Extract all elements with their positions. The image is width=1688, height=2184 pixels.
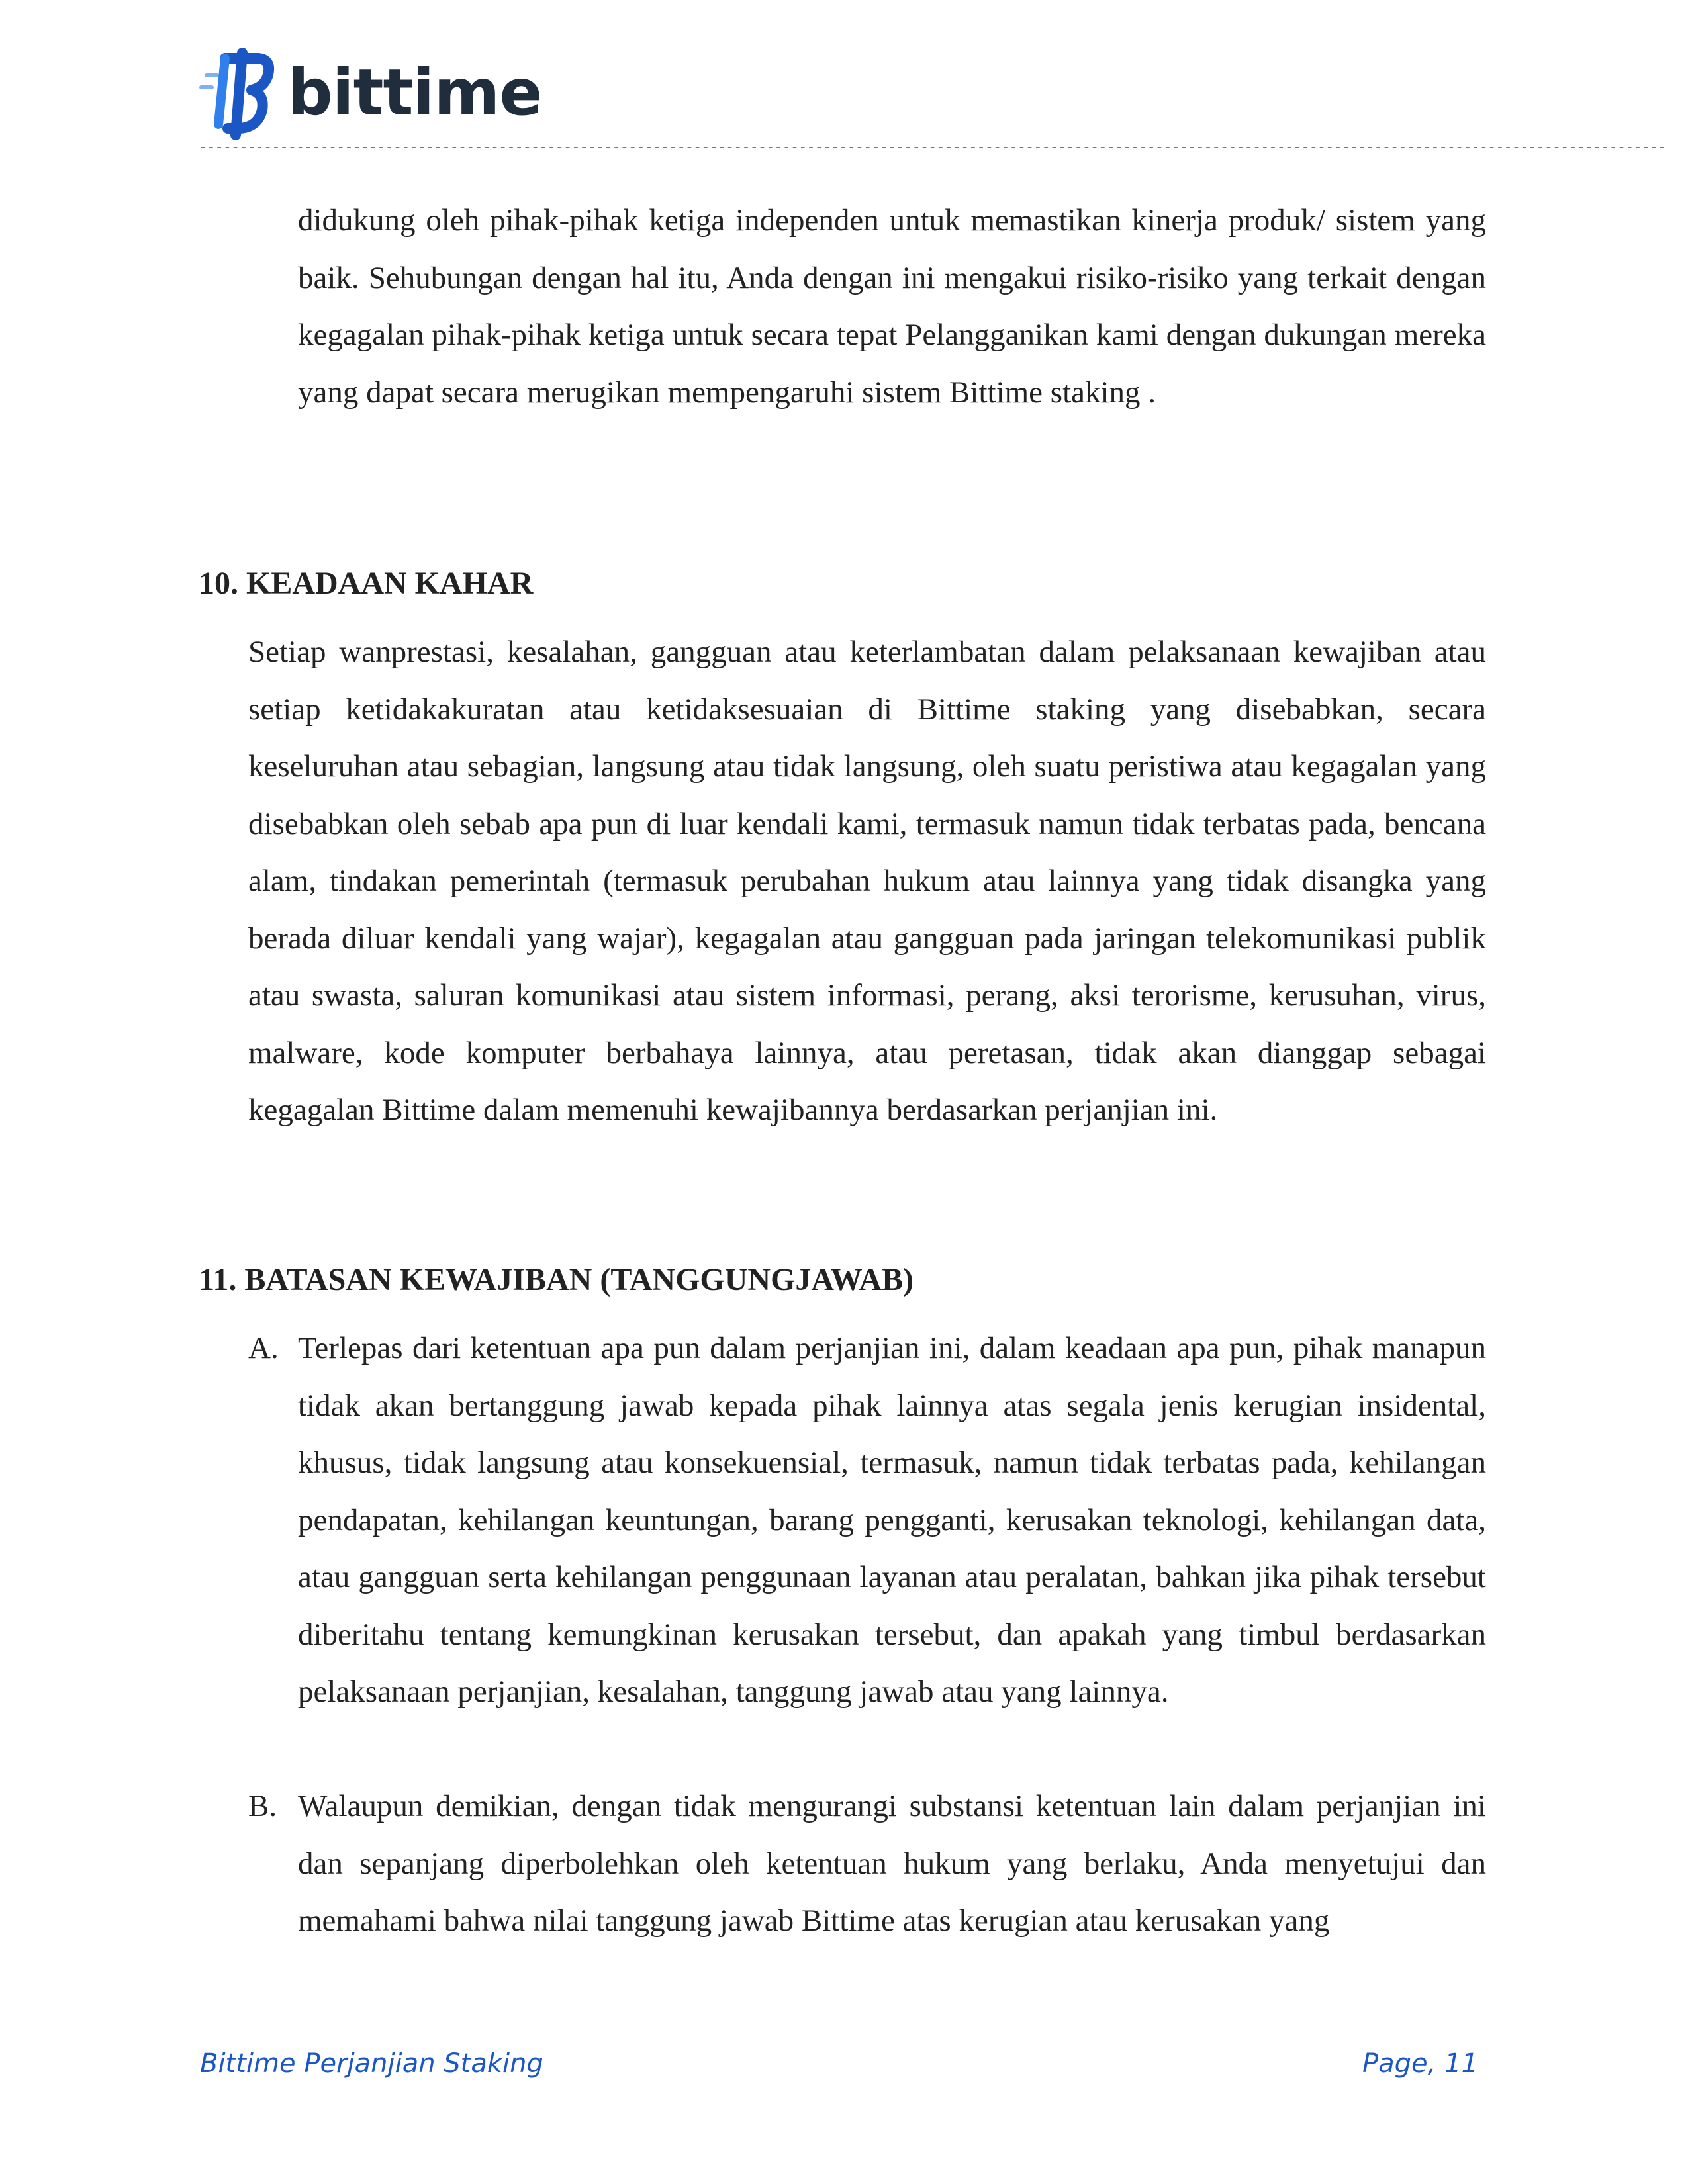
bittime-logo <box>199 46 541 139</box>
bittime-logo-icon <box>199 46 278 139</box>
section-10-heading: 10. KEADAAN KAHAR <box>199 566 534 601</box>
footer-title: Bittime Perjanjian Staking <box>200 2048 543 2079</box>
list-item-a-text: Terlepas dari ketentuan apa pun dalam perjanjian ini, dalam keadaan apa pun, pihak manapun tidak akan bertanggung jawab kepada pihak lainnya atas segala jenis kerugian insidental, khusus, tidak langsung atau konsekuensial, termasuk, namun tidak terbatas pada, kehilangan pendapatan, kehilangan keuntungan, barang pengganti, kerusakan teknologi, kehilangan data, atau gangguan serta kehilangan penggunaan layanan atau peralatan, bahkan jika pihak tersebut diberitahu tentang kemungkinan kerusakan tersebut, dan apakah yang timbul berdasarkan pelaksanaan perjanjian, kesalahan, tanggung jawab atau yang lainnya. <box>298 1331 1486 1709</box>
logo-wordmark: bittime <box>287 56 542 130</box>
footer-page-number: Page, 11 <box>1362 2048 1478 2079</box>
section-11-heading: 11. BATASAN KEWAJIBAN (TANGGUNGJAWAB) <box>199 1262 914 1297</box>
header-divider: ------------------------------------------------------------------------------------------------------------------------------------------------------------------------------------- <box>199 139 1666 156</box>
list-item-b-text: Walaupun demikian, dengan tidak mengurangi substansi ketentuan lain dalam perjanjian ini dan sepanjang diperbolehkan oleh ketentuan hukum yang berlaku, Anda menyetujui dan memahami bahwa nilai tanggung jawab Bittime atas kerugian atau kerusakan yang <box>298 1789 1486 1938</box>
section-10-body: Setiap wanprestasi, kesalahan, gangguan atau keterlambatan dalam pelaksanaan kewajiban atau setiap ketidakakuratan atau ketidaksesuaian di Bittime staking yang disebabkan, secara keseluruhan atau sebagian, langsung atau tidak langsung, oleh suatu peristiwa atau kegagalan yang disebabkan oleh sebab apa pun di luar kendali kami, termasuk namun tidak terbatas pada, bencana alam, tindakan pemerintah (termasuk perubahan hukum atau lainnya yang tidak disangka yang berada diluar kendali yang wajar), kegagalan atau gangguan pada jaringan telekomunikasi publik atau swasta, saluran komunikasi atau sistem informasi, perang, aksi terorisme, kerusuhan, virus, malware, kode komputer berbahaya lainnya, atau peretasan, tidak akan dianggap sebagai kegagalan Bittime dalam memenuhi kewajibannya berdasarkan perjanjian ini. <box>248 635 1486 1127</box>
list-item-letter-b: B. <box>248 1789 277 1823</box>
list-item-letter-a: A. <box>248 1331 279 1365</box>
intro-paragraph: didukung oleh pihak-pihak ketiga independen untuk memastikan kinerja produk/ sistem yang baik. Sehubungan dengan hal itu, Anda dengan ini mengakui risiko-risiko yang terkait dengan kegagalan pihak-pihak ketiga untuk secara tepat Pelangganikan kami dengan dukungan mereka yang dapat secara merugikan mempengaruhi sistem Bittime staking . <box>298 203 1486 410</box>
